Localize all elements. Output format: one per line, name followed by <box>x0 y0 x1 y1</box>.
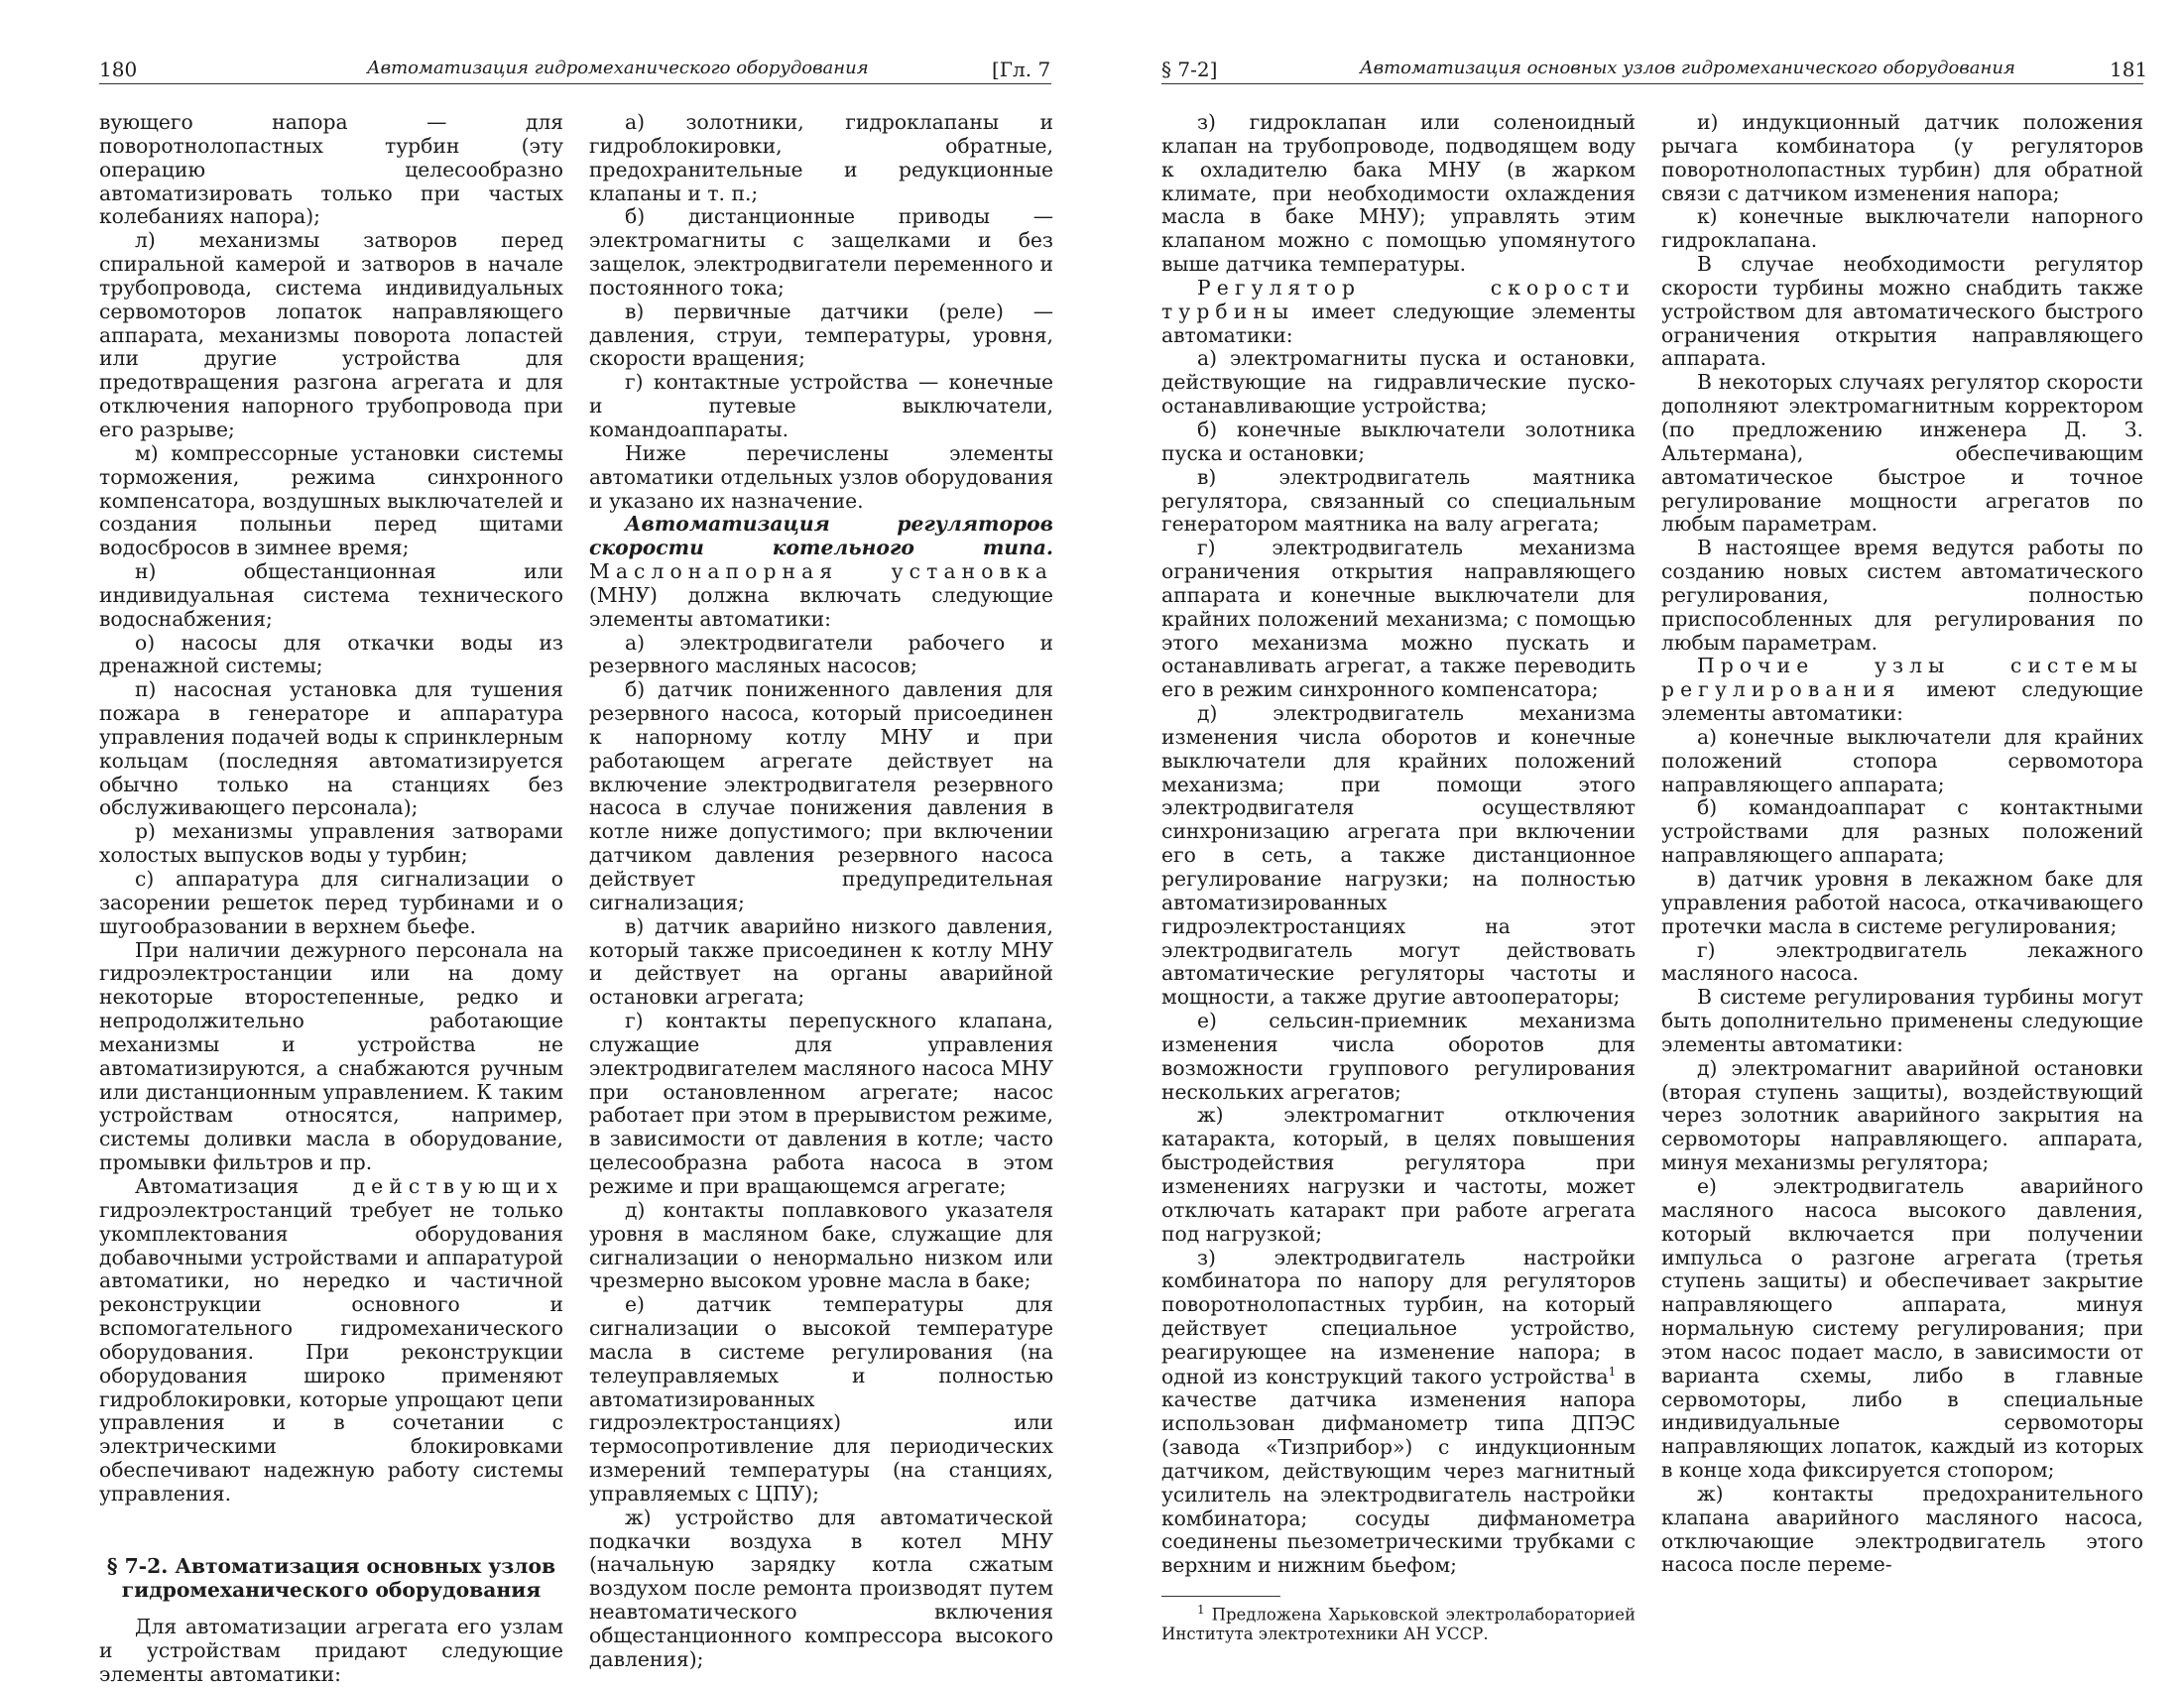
paragraph: В некоторых случаях регулятор скорости дополняют электромагнитным корректором (по предложению инженера Д. З. Альтермана), обеспечивающим автоматическое быстрое и точное регулирование мощности агрегатов по любым параметрам. <box>1661 370 2143 537</box>
footnote-rule <box>1161 1596 1280 1597</box>
section-heading: § 7-2. Автоматизация основных узлов гидромеханического оборудования <box>106 1553 556 1603</box>
list-item: д) контакты поплавкового указателя уровня в масляном баке, служащие для сигнализации о ненормально низком или чрезмерно высоком уровне масла в баке; <box>589 1197 1053 1293</box>
page-number: 181 <box>2110 58 2148 81</box>
list-item: в) датчик аварийно низкого давления, который также присоединен к котлу МНУ и действует на органы аварийной остановки агрегата; <box>589 913 1053 1010</box>
list-item: л) механизмы затворов перед спиральной камерой и затворов в начале трубопровода, система индивидуальных сервомоторов лопаток направляющего аппарата, механизмы поворота лопастей или другие устройства для предотвращения разгона агрегата и для отключения напорного трубопровода при его разрыве; <box>99 228 563 441</box>
list-item: п) насосная установка для тушения пожара в генераторе и аппаратура управления подачей воды к спринклерным кольцам (последняя автоматизируется обычно только на станциях без обслуживающего персонала); <box>99 677 563 820</box>
footnote: $^1$ Предложена Харьковской электролабораторией Института электротехники АН УССР. <box>1161 1603 1636 1644</box>
list-item: г) контактные устройства — конечные и путевые выключатели, командоаппараты. <box>589 370 1053 441</box>
paragraph: Регулятор скорости турбины имеет следующие элементы автоматики: <box>1161 275 1637 347</box>
list-item: а) конечные выключатели для крайних положений стопора сервомотора направляющего аппарата; <box>1661 724 2143 796</box>
list-item: е) сельсин-приемник механизма изменения числа оборотов для возможности группового регулирования нескольких агрегатов; <box>1161 1009 1636 1104</box>
list-item: ж) устройство для автоматической подкачки воздуха в котел МНУ (начальную зарядку котла сжатым воздухом после ремонта производят путем неавтоматического включения общестанционного компрессора высокого давления); <box>589 1505 1053 1671</box>
run-in-heading: Автоматизация регуляторов скорости котельного типа. <box>589 512 1053 560</box>
paragraph: Автоматизация регуляторов скорости котельного типа. Маслонапорная установка (МНУ) должна включать следующие элементы автоматики: <box>589 512 1053 631</box>
list-item: м) компрессорные установки системы торможения, режима синхронного компенсатора, воздушных выключателей и создания полыньи перед щитами водосбросов в зимнее время; <box>99 440 563 560</box>
list-item: с) аппаратура для сигнализации о засорении решеток перед турбинами и о шугообразовании в верхнем бьефе. <box>99 867 563 938</box>
paragraph: Ниже перечислены элементы автоматики отдельных узлов оборудования и указано их назначение. <box>589 440 1053 513</box>
list-item: р) механизмы управления затворами холостых выпусков воды у турбин; <box>99 819 563 868</box>
footnote-ref: 1 <box>1608 1364 1617 1379</box>
paragraph: В настоящее время ведутся работы по созданию новых систем автоматического регулирования, полностью приспособленных для регулирования по любым параметрам. <box>1661 536 2143 655</box>
running-title: Автоматизация основных узлов гидромеханического оборудования <box>1360 58 2015 78</box>
paragraph: вующего напора — для поворотнолопастных турбин (эту операцию целесообразно автоматизировать только при частых колебаниях напора); <box>99 110 563 229</box>
list-item: в) датчик уровня в лекажном баке для управления работой насоса, откачивающего протечки масла в системе регулирования; <box>1661 867 2143 938</box>
chapter-ref: [Гл. 7 <box>992 58 1051 81</box>
list-item: а) электромагниты пуска и остановки, действующие на гидравлические пуско-останавливающие устройства; <box>1161 346 1636 419</box>
list-item: б) датчик пониженного давления для резервного насоса, который присоединен к напорному котлу МНУ и при работающем агрегате действует на включение электродвигателя резервного насоса в случае понижения давления в котле ниже допустимого; при включении датчиком давления резервного насоса действует предупредительная сигнализация; <box>589 677 1053 914</box>
list-item: в) электродвигатель маятника регулятора, связанный со специальным генератором маятника на валу агрегата; <box>1161 464 1636 537</box>
list-item: г) контакты перепускного клапана, служащие для управления электродвигателем масляного насоса МНУ при остановленном агрегате; насос работает при этом в прерывистом режиме, в зависимости от давления в котле; часто целесообразна работа насоса в этом режиме и при вращающемся агрегате; <box>589 1009 1053 1198</box>
right-page <box>1092 0 2184 1644</box>
page-number: 180 <box>99 58 138 81</box>
left-column-1 <box>99 111 563 1687</box>
list-item: о) насосы для откачки воды из дренажной системы; <box>99 630 563 678</box>
running-title: Автоматизация гидромеханического оборудования <box>367 58 869 78</box>
section-ref: § 7-2] <box>1161 58 1218 81</box>
list-item: б) конечные выключатели золотника пуска и остановки; <box>1161 417 1636 465</box>
list-item: б) командоаппарат с контактными устройствами для разных положений направляющего аппарата; <box>1661 795 2143 868</box>
header-rule <box>99 83 1051 84</box>
list-item: н) общестанционная или индивидуальная система технического водоснабжения; <box>99 559 563 631</box>
list-item: и) индукционный датчик положения рычага комбинатора (у регуляторов поворотнолопастных турбин) для обратной связи с датчиком изменения напора; <box>1661 110 2143 205</box>
list-item: д) электромагнит аварийной остановки (вторая ступень защиты), воздействующий через золотник аварийного закрытия на сервомоторы направляющего. аппарата, минуя механизмы регулятора; <box>1661 1055 2143 1175</box>
list-item: а) электродвигатели рабочего и резервного масляных насосов; <box>589 630 1053 678</box>
paragraph: Автоматизация действующих гидроэлектростанций требует не только укомплектования оборудования добавочными устройствами и аппаратурой автоматики, но нередко и частичной реконструкции основного и вспомогательного гидромеханического оборудования. При реконструкции оборудования широко применяют гидроблокировки, которые упрощают цепи управления и в сочетании с электрическими блокировками обеспечивают надежную работу системы управления. <box>99 1173 563 1506</box>
paragraph: При наличии дежурного персонала на гидроэлектростанции или на дому некоторые второстепенные, редко и непродолжительно работающие механизмы и устройства не автоматизируются, а снабжаются ручным или дистанционным управлением. К таким устройствам относятся, например, системы доливки масла в оборудование, промывки фильтров и пр. <box>99 937 563 1175</box>
left-column-2 <box>589 111 1053 1672</box>
list-item: б) дистанционные приводы — электромагниты с защелками и без защелок, электродвигатели переменного и постоянного тока; <box>589 204 1053 300</box>
list-item: ж) электромагнит отключения катаракта, который, в целях повышения быстродействия регулятора при изменениях нагрузки и частоты, может отключать катаракт при работе агрегата под нагрузкой; <box>1161 1103 1636 1246</box>
list-item: ж) контакты предохранительного клапана аварийного масляного насоса, отключающие электродвигатель этого насоса после переме- <box>1661 1481 2143 1577</box>
list-item: з) электродвигатель настройки комбинатора по напору для регуляторов поворотнолопастных турбин, на который действует специальное устройство, реагирующее на изменение напора; в одной из конструкций такого устройства$^1$ в качестве датчика изменения напора использован дифманометр типа ДПЭС (завода «Тизприбор») с индукционным датчиком, действующим через магнитный усилитель на электродвигатель настройки комбинатора; сосуды дифманометра соединены пьезометрическими трубками с верхним и нижним бьефом; <box>1161 1245 1636 1578</box>
list-item: а) золотники, гидроклапаны и гидроблокировки, обратные, предохранительные и редукционные клапаны и т. п.; <box>589 110 1053 205</box>
list-item: к) конечные выключатели напорного гидроклапана. <box>1661 204 2143 253</box>
paragraph: В системе регулирования турбины могут быть дополнительно применены следующие элементы автоматики: <box>1661 985 2143 1056</box>
list-item: е) электродвигатель аварийного масляного насоса высокого давления, который включается при получении импульса о разгоне агрегата (третья ступень защиты) и обеспечивает закрытие направляющего аппарата, минуя нормальную систему регулирования; при этом насос подает масло, в зависимости от варианта схемы, либо в главные сервомоторы, либо в специальные индивидуальные сервомоторы направляющих лопаток, каждый из которых в конце хода фиксируется стопором; <box>1661 1173 2143 1483</box>
right-column-1 <box>1161 111 1636 1644</box>
paragraph: Для автоматизации агрегата его узлам и устройствам придают следующие элементы автоматики: <box>99 1615 563 1687</box>
paragraph: Прочие узлы системы регулирования имеют следующие элементы автоматики: <box>1661 654 2143 726</box>
right-column-2 <box>1661 111 2143 1577</box>
list-item: в) первичные датчики (реле) — давления, струи, температуры, уровня, скорости вращения; <box>589 299 1053 371</box>
paragraph: В случае необходимости регулятор скорости турбины можно снабдить также устройством для автоматического быстрого ограничения открытия направляющего аппарата. <box>1661 252 2143 371</box>
list-item: г) электродвигатель лекажного масляного насоса. <box>1661 937 2143 986</box>
list-item: е) датчик температуры для сигнализации о высокой температуре масла в системе регулирования (на телеуправляемых и полностью автоматизированных гидроэлектростанциях) или термосопротивление для периодических измерений температуры (на станциях, управляемых с ЦПУ); <box>589 1292 1053 1506</box>
list-item: з) гидроклапан или соленоидный клапан на трубопроводе, подводящем воду к охладителю бака МНУ (в жарком климате, при необходимости охлаждения масла в баке МНУ); управлять этим клапаном можно с помощью упомянутого выше датчика температуры. <box>1161 110 1636 277</box>
header-rule <box>1161 83 2143 84</box>
list-item: д) электродвигатель механизма изменения числа оборотов и конечные выключатели для крайних положений механизма; при помощи этого электродвигателя осуществляют синхронизацию агрегата при включении его в сеть, а также дистанционное регулирование нагрузки; на полностью автоматизированных гидроэлектростанциях на этот электродвигатель могут действовать автоматические регуляторы частоты и мощности, а также другие автооператоры; <box>1161 701 1636 1010</box>
list-item: г) электродвигатель механизма ограничения открытия направляющего аппарата и конечные выключатели для крайних положений механизма; с помощью этого механизма можно пускать и останавливать агрегат, а также переводить его в режим синхронного компенсатора; <box>1161 536 1636 702</box>
